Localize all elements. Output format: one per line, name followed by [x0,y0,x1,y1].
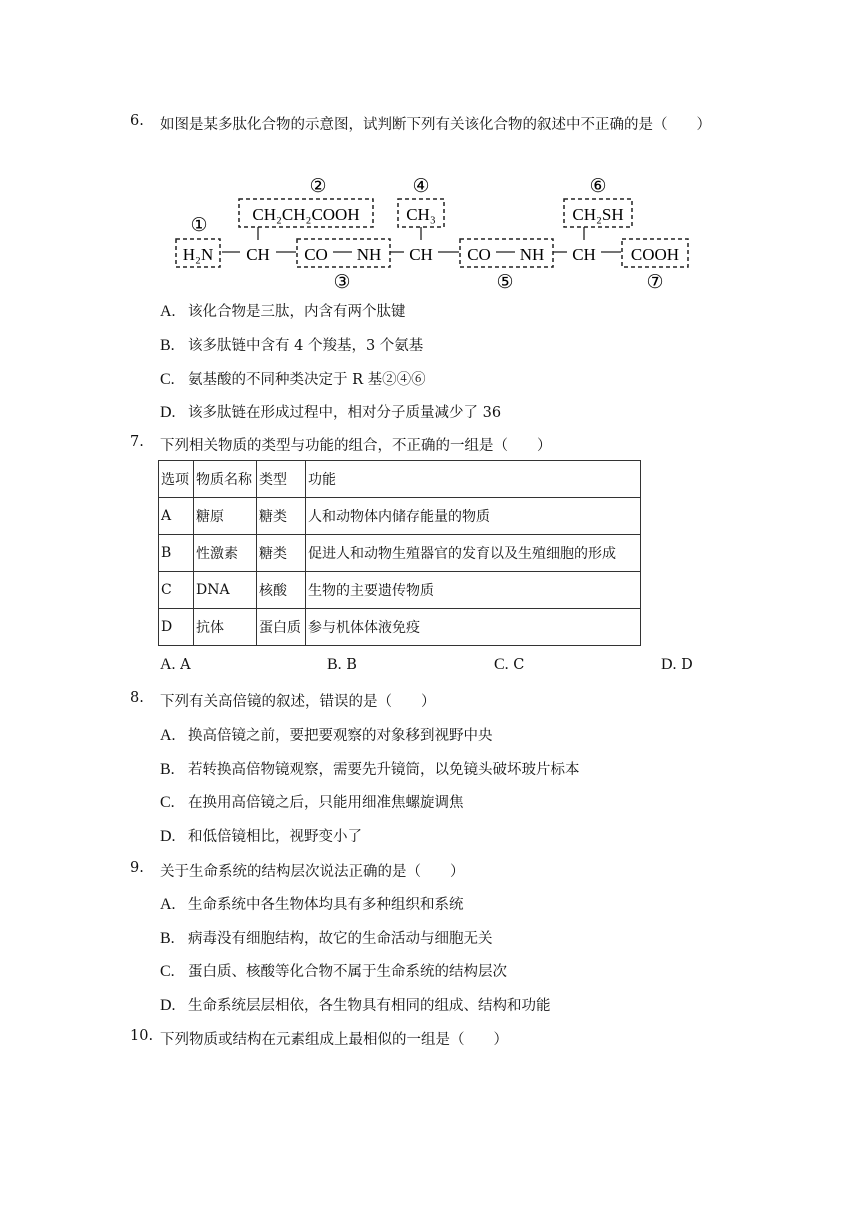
option-label: B. [160,337,175,354]
table-cell: A [159,498,194,535]
peptide-nh-2: NH [519,245,545,264]
label-5: ⑤ [496,272,514,293]
table-header-row [159,461,641,498]
peptide-co-1: CO [304,245,328,264]
r-group-4: CH₃ [406,205,436,224]
table-cell: 生物的主要遗传物质 [306,572,641,609]
table-header: 类型 [257,461,306,498]
option-label: B. [327,656,342,673]
option-label: C. [160,371,175,388]
question-number: 7. [130,434,144,450]
alpha-carbon-2: CH [409,245,433,264]
label-2: ② [309,176,327,197]
table-row [159,609,641,646]
option-label: C. [160,963,175,980]
question-number: 9. [130,860,144,876]
table-cell: B [159,535,194,572]
option-label: D. [160,997,176,1014]
question-text: 如图是某多肽化合物的示意图，试判断下列有关该化合物的叙述中不正确的是（ ） [160,117,711,133]
q9-option-c[interactable] [160,960,507,981]
table-row [159,535,641,572]
option-label: A. [160,896,176,913]
table-cell: 参与机体体液免疫 [306,609,641,646]
option-text: 氨基酸的不同种类决定于 R 基②④⑥ [188,372,426,388]
option-text: B [346,657,357,673]
q9-option-b[interactable] [160,927,493,948]
option-label: D. [160,828,176,845]
table-cell: 糖类 [257,535,306,572]
amino-group: H₂N [182,245,214,264]
option-label: C. [160,794,175,811]
label-7: ⑦ [646,272,664,293]
option-text: 蛋白质、核酸等化合物不属于生命系统的结构层次 [188,964,507,980]
q7-answer-b[interactable] [327,656,357,674]
peptide-nh-1: NH [356,245,382,264]
option-label: A. [160,727,176,744]
option-label: B. [160,761,175,778]
q7-answer-a[interactable] [160,656,191,674]
q8-option-d[interactable] [160,825,362,846]
option-label: A. [160,656,176,673]
table-header: 选项 [159,461,194,498]
q6-option-b[interactable] [160,334,423,355]
option-text: D [681,657,693,673]
option-text: 换高倍镜之前，要把要观察的对象移到视野中央 [188,728,493,744]
label-6: ⑥ [589,176,607,197]
option-label: A. [160,303,176,320]
option-text: 生命系统层层相依，各生物具有相同的组成、结构和功能 [188,998,551,1014]
q8-option-a[interactable] [160,724,493,745]
q8-option-b[interactable] [160,758,580,779]
q9-option-a[interactable] [160,893,464,914]
table-cell: 性激素 [194,535,257,572]
table-row [159,498,641,535]
question-text: 下列相关物质的类型与功能的组合，不正确的一组是（ ） [160,438,552,454]
table-cell: 抗体 [194,609,257,646]
q6-option-d[interactable] [160,401,501,422]
question-number: 6. [130,113,144,129]
table-cell: C [159,572,194,609]
question-text: 关于生命系统的结构层次说法正确的是（ ） [160,864,465,880]
q8-option-c[interactable] [160,791,464,812]
alpha-carbon-1: CH [246,245,270,264]
table-cell: 人和动物体内储存能量的物质 [306,498,641,535]
option-label: D. [661,656,677,673]
option-text: 生命系统中各生物体均具有多种组织和系统 [188,897,464,913]
table-cell: 促进人和动物生殖器官的发育以及生殖细胞的形成 [306,535,641,572]
carboxyl-group: COOH [630,245,680,264]
table-row [159,572,641,609]
option-label: C. [494,656,509,673]
table-cell: 糖类 [257,498,306,535]
polypeptide-diagram [0,0,860,300]
table-header: 功能 [306,461,641,498]
table-cell: D [159,609,194,646]
q6-option-a[interactable] [160,300,406,321]
option-text: 和低倍镜相比，视野变小了 [188,829,362,845]
peptide-co-2: CO [467,245,491,264]
option-label: D. [160,404,176,421]
table-header: 物质名称 [194,461,257,498]
label-3: ③ [333,272,351,293]
option-text: 该化合物是三肽，内含有两个肽键 [188,304,406,320]
q6-option-c[interactable] [160,368,426,389]
table-cell: 糖原 [194,498,257,535]
question-text: 下列物质或结构在元素组成上最相似的一组是（ ） [160,1032,508,1048]
option-text: 该多肽链中含有 4 个羧基，3 个氨基 [188,338,424,354]
alpha-carbon-3: CH [572,245,596,264]
r-group-2: CH₂CH₂COOH [252,205,360,224]
option-text: C [513,657,525,673]
table-cell: DNA [194,572,257,609]
substance-table [158,460,641,646]
option-text: 病毒没有细胞结构，故它的生命活动与细胞无关 [188,931,493,947]
r-group-6: CH₂SH [572,205,624,224]
question-text: 下列有关高倍镜的叙述，错误的是（ ） [160,694,436,710]
option-text: 在换用高倍镜之后，只能用细准焦螺旋调焦 [188,795,464,811]
option-text: 若转换高倍物镜观察，需要先升镜筒，以免镜头破坏玻片标本 [188,762,580,778]
label-1: ① [190,215,208,236]
option-text: 该多肽链在形成过程中，相对分子质量减少了 36 [188,405,502,421]
q7-answer-d[interactable] [661,656,693,674]
question-number: 8. [130,690,144,706]
label-4: ④ [412,176,430,197]
q9-option-d[interactable] [160,994,551,1015]
table-cell: 核酸 [257,572,306,609]
option-label: B. [160,930,175,947]
question-number: 10. [130,1028,154,1044]
q7-answer-c[interactable] [494,656,524,674]
option-text: A [180,657,191,673]
table-cell: 蛋白质 [257,609,306,646]
